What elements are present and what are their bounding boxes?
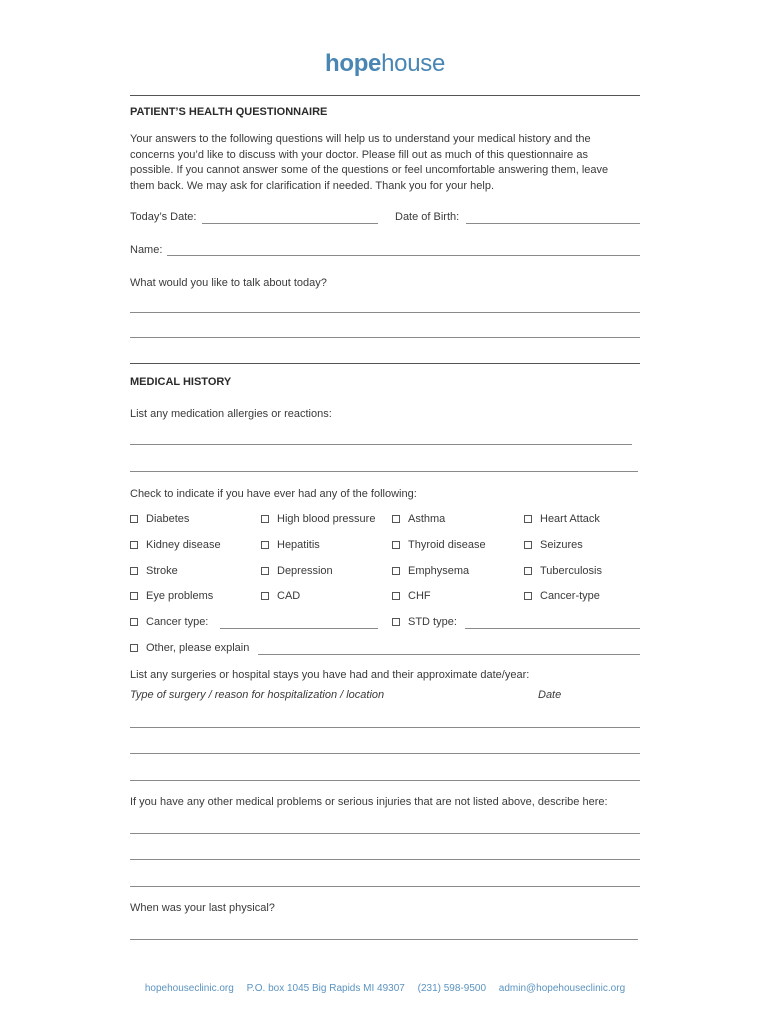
checkbox-label: Stroke bbox=[146, 565, 178, 577]
checkbox-cancer-type-specify[interactable] bbox=[130, 616, 208, 628]
checkbox-label: Hepatitis bbox=[277, 539, 320, 551]
logo-part-house: house bbox=[381, 50, 446, 77]
checkbox-box[interactable] bbox=[130, 541, 138, 549]
checkbox-heart-attack[interactable] bbox=[524, 513, 600, 525]
footer-address: P.O. box 1045 Big Rapids MI 49307 bbox=[246, 983, 405, 994]
checkbox-thyroid-disease[interactable] bbox=[392, 539, 486, 551]
checkbox-label: Eye problems bbox=[146, 590, 214, 602]
checkbox-box[interactable] bbox=[130, 567, 138, 575]
checkbox-box[interactable] bbox=[130, 515, 138, 523]
checkbox-stroke[interactable] bbox=[130, 565, 178, 577]
dob-field[interactable] bbox=[466, 223, 640, 224]
other-explain-field[interactable] bbox=[258, 654, 640, 655]
name-label: Name: bbox=[130, 244, 163, 256]
last-physical-label: When was your last physical? bbox=[130, 902, 275, 914]
last-physical-field[interactable] bbox=[130, 939, 638, 940]
checkbox-label: CHF bbox=[408, 590, 431, 602]
checkbox-box[interactable] bbox=[130, 618, 138, 626]
allergies-line-2[interactable] bbox=[130, 471, 638, 472]
checkbox-cancer-type[interactable] bbox=[524, 590, 600, 602]
checkbox-box[interactable] bbox=[524, 515, 532, 523]
checkbox-box[interactable] bbox=[392, 592, 400, 600]
checkbox-box[interactable] bbox=[524, 541, 532, 549]
checkbox-std-type[interactable] bbox=[392, 616, 457, 628]
checkbox-label: Cancer type: bbox=[146, 616, 209, 628]
checkbox-label: Thyroid disease bbox=[408, 539, 486, 551]
checkbox-label: Asthma bbox=[408, 513, 446, 525]
talk-about-label: What would you like to talk about today? bbox=[130, 277, 327, 289]
checkbox-tuberculosis[interactable] bbox=[524, 565, 602, 577]
other-problems-line-3[interactable] bbox=[130, 886, 640, 887]
allergies-line-1[interactable] bbox=[130, 444, 632, 445]
checkbox-box[interactable] bbox=[130, 592, 138, 600]
checkbox-box[interactable] bbox=[392, 567, 400, 575]
checkbox-asthma[interactable] bbox=[392, 513, 445, 525]
footer-email[interactable]: admin@hopehouseclinic.org bbox=[498, 983, 626, 994]
surgeries-label: List any surgeries or hospital stays you have had and their approximate date/year: bbox=[130, 669, 530, 681]
checkbox-box[interactable] bbox=[524, 567, 532, 575]
surgery-line-1[interactable] bbox=[130, 727, 640, 728]
checkbox-emphysema[interactable] bbox=[392, 565, 469, 577]
checkbox-label: Tuberculosis bbox=[540, 565, 602, 577]
other-problems-line-2[interactable] bbox=[130, 859, 640, 860]
checkbox-high-blood-pressure[interactable] bbox=[261, 513, 375, 525]
checkbox-label: Emphysema bbox=[408, 565, 470, 577]
footer-phone: (231) 598-9500 bbox=[417, 983, 487, 994]
check-label: Check to indicate if you have ever had any of the following: bbox=[130, 488, 417, 500]
hopehouse-logo bbox=[0, 50, 770, 78]
checkbox-box[interactable] bbox=[261, 541, 269, 549]
checkbox-label: High blood pressure bbox=[277, 513, 376, 525]
medical-history-title: MEDICAL HISTORY bbox=[130, 376, 232, 388]
name-field[interactable] bbox=[167, 255, 640, 256]
checkbox-label: Kidney disease bbox=[146, 539, 221, 551]
checkbox-box[interactable] bbox=[392, 515, 400, 523]
checkbox-box[interactable] bbox=[261, 515, 269, 523]
checkbox-label: Depression bbox=[277, 565, 333, 577]
footer bbox=[0, 983, 770, 994]
checkbox-seizures[interactable] bbox=[524, 539, 583, 551]
todays-date-field[interactable] bbox=[202, 223, 378, 224]
section-divider bbox=[130, 363, 640, 364]
checkbox-box[interactable] bbox=[261, 592, 269, 600]
checkbox-box[interactable] bbox=[130, 644, 138, 652]
intro-line-2: concerns you’d like to discuss with your doctor. Please fill out as much of this questionnaire as bbox=[130, 148, 588, 161]
surgery-column-type: Type of surgery / reason for hospitalization / location bbox=[130, 689, 385, 701]
std-type-field[interactable] bbox=[465, 628, 640, 629]
checkbox-chf[interactable] bbox=[392, 590, 431, 602]
talk-about-line-2[interactable] bbox=[130, 337, 640, 338]
checkbox-other[interactable] bbox=[130, 642, 249, 654]
intro-line-1: Your answers to the following questions will help us to understand your medical history and the bbox=[130, 133, 591, 145]
checkbox-label: Other, please explain bbox=[146, 642, 250, 654]
checkbox-label: STD type: bbox=[408, 616, 457, 628]
header-divider bbox=[130, 95, 640, 96]
talk-about-line-1[interactable] bbox=[130, 312, 640, 313]
questionnaire-title: PATIENT’S HEALTH QUESTIONNAIRE bbox=[130, 106, 328, 118]
surgery-column-date: Date bbox=[538, 689, 562, 701]
intro-paragraph bbox=[130, 132, 642, 194]
checkbox-cad[interactable] bbox=[261, 590, 300, 602]
checkbox-box[interactable] bbox=[392, 541, 400, 549]
other-problems-line-1[interactable] bbox=[130, 833, 640, 834]
todays-date-label: Today’s Date: bbox=[130, 211, 197, 223]
footer-website[interactable]: hopehouseclinic.org bbox=[144, 983, 234, 994]
intro-line-3: possible. If you cannot answer some of the questions or feel uncomfortable answering them, leave bbox=[130, 164, 609, 177]
checkbox-diabetes[interactable] bbox=[130, 513, 189, 525]
checkbox-box[interactable] bbox=[524, 592, 532, 600]
intro-line-4: them back. We may ask for clarification if needed. Thank you for your help. bbox=[130, 179, 494, 192]
checkbox-label: Cancer-type bbox=[540, 590, 600, 602]
checkbox-depression[interactable] bbox=[261, 565, 333, 577]
checkbox-label: Heart Attack bbox=[540, 513, 600, 525]
logo-part-hope: hope bbox=[324, 50, 382, 77]
allergies-label: List any medication allergies or reactions: bbox=[130, 408, 332, 420]
surgery-line-3[interactable] bbox=[130, 780, 640, 781]
checkbox-kidney-disease[interactable] bbox=[130, 539, 221, 551]
checkbox-eye-problems[interactable] bbox=[130, 590, 213, 602]
checkbox-label: CAD bbox=[277, 590, 301, 602]
checkbox-label: Diabetes bbox=[146, 513, 190, 525]
checkbox-box[interactable] bbox=[261, 567, 269, 575]
cancer-type-field[interactable] bbox=[220, 628, 378, 629]
other-problems-label: If you have any other medical problems or serious injuries that are not listed above, describe here: bbox=[130, 796, 608, 808]
checkbox-hepatitis[interactable] bbox=[261, 539, 320, 551]
surgery-line-2[interactable] bbox=[130, 753, 640, 754]
checkbox-box[interactable] bbox=[392, 618, 400, 626]
checkbox-label: Seizures bbox=[540, 539, 583, 551]
dob-label: Date of Birth: bbox=[395, 211, 460, 223]
